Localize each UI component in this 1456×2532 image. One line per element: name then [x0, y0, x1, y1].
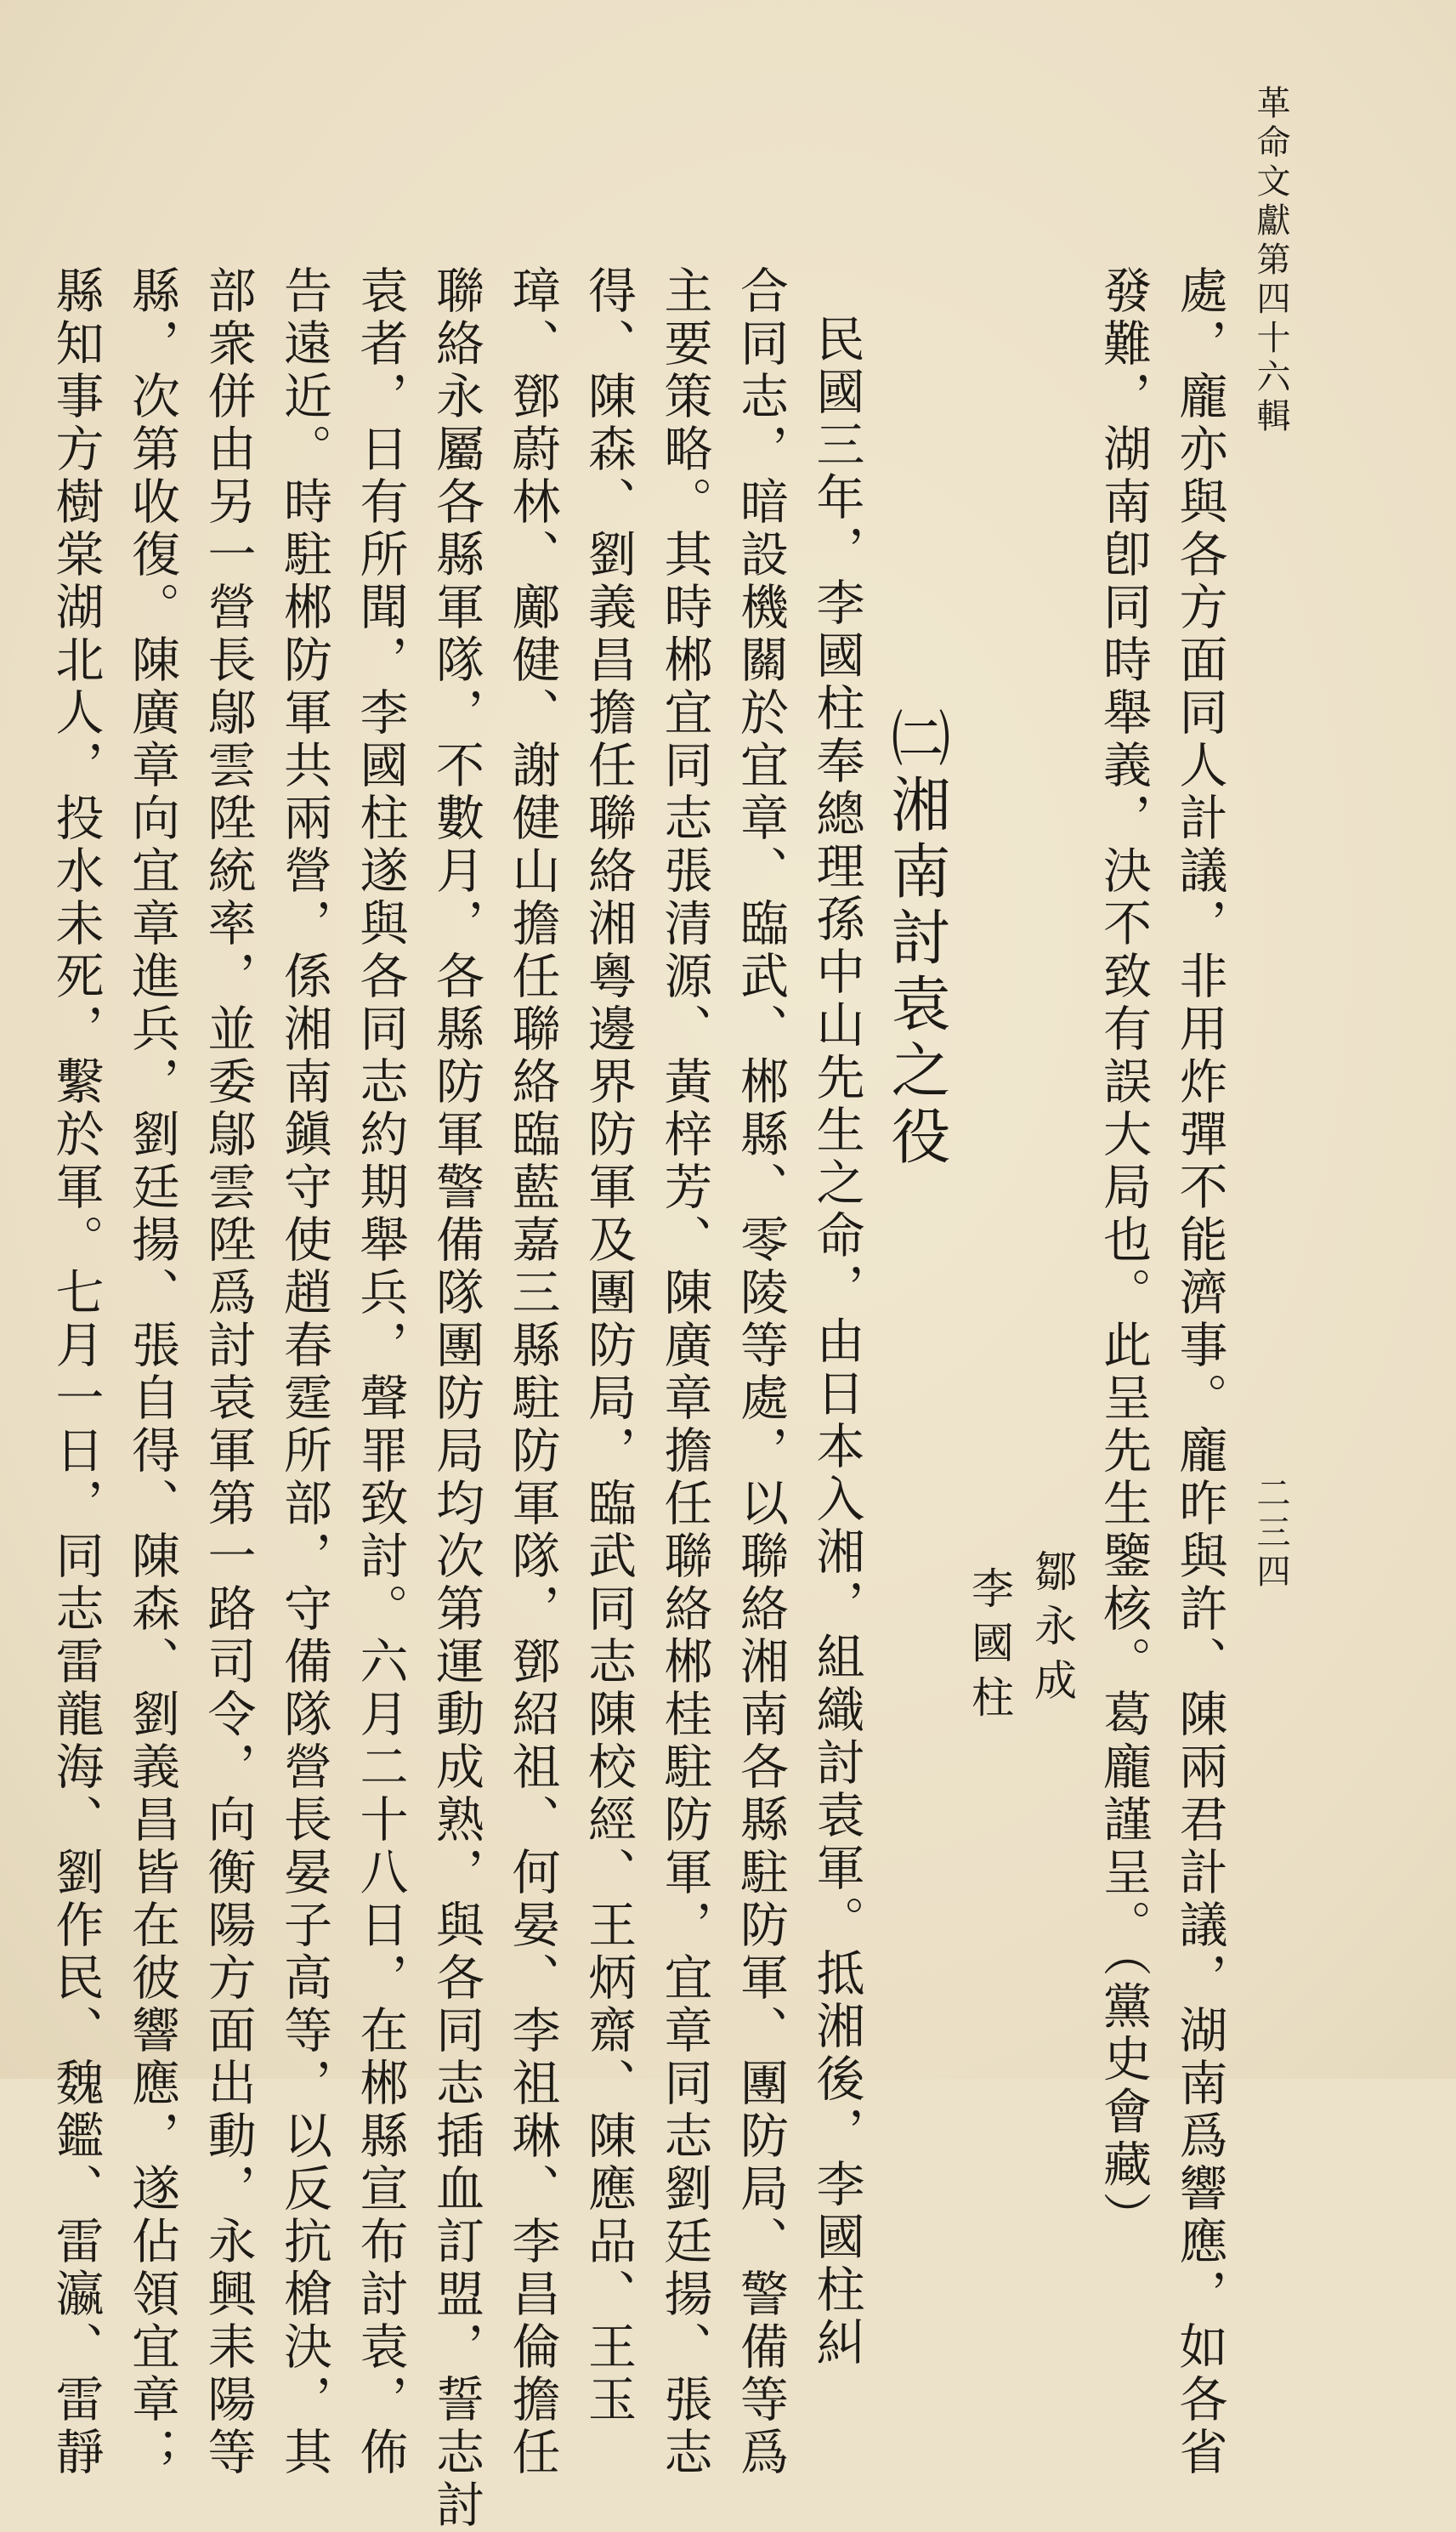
- text-column: 得、陳森、劉義昌擔任聯絡湘粵邊界防軍及團防局，臨武同志陳校經、王炳齋、陳應品、王玉: [580, 265, 637, 2427]
- text-column: 發難，湖南卽同時舉義，決不致有誤大局也。此呈先生鑒核。葛龐謹呈。（黨史會藏）: [1095, 265, 1152, 2245]
- author-name: 李國柱: [965, 1566, 1014, 1729]
- running-head: 革命文獻第四十六輯: [1251, 85, 1290, 437]
- text-column: 處，龐亦與各方面同人計議，非用炸彈不能濟事。龐昨與許、陳兩君計議，湖南爲響應，如各省: [1171, 265, 1227, 2479]
- text-column: 縣知事方樹棠湖北人，投水未死，繫於軍。七月一日，同志雷龍海、劉作民、魏鑑、雷瀛、雷靜: [48, 265, 104, 2479]
- text-column: 部衆併由另一營長鄔雲陞統率，並委鄔雲陞爲討袁軍第一路司令，向衡陽方面出動，永興耒陽等: [200, 265, 256, 2479]
- text-column: 璋、鄧蔚林、鄺健、謝健山擔任聯絡臨藍嘉三縣駐防軍隊，鄧紹祖、何晏、李祖琳、李昌倫擔任: [504, 265, 560, 2479]
- author-name: 鄒永成: [1028, 1549, 1077, 1712]
- body-text: [48, 265, 1228, 2532]
- text-column: 聯絡永屬各縣軍隊，不數月，各縣防軍警備隊團防局均次第運動成熟，與各同志插血訂盟，誓志討: [428, 265, 484, 2532]
- text-column: 告遠近。時駐郴防軍共兩營，係湘南鎭守使趙春霆所部，守備隊營長晏子高等，以反抗槍決，其: [275, 265, 332, 2479]
- page-number: 二三四: [1251, 1475, 1290, 1592]
- text-column: 合同志，暗設機關於宜章、臨武、郴縣、零陵等處，以聯絡湘南各縣駐防軍、團防局、警備等爲: [732, 265, 789, 2479]
- text-column: 袁者，日有所聞，李國柱遂與各同志約期舉兵，聲罪致討。六月二十八日，在郴縣宣布討袁，佈: [352, 265, 408, 2479]
- section-title: ㈡湘南討袁之役: [881, 707, 951, 1172]
- text-column: 主要策略。其時郴宜同志張清源、黃梓芳、陳廣章擔任聯絡郴桂駐防軍，宜章同志劉廷揚、張志: [656, 265, 712, 2479]
- text-column: 縣，次第收復。陳廣章向宜章進兵，劉廷揚、張自得、陳森、劉義昌皆在彼響應，遂佔領宜章；: [123, 265, 180, 2479]
- text-column: 民國三年，李國柱奉總理孫中山先生之命，由日本入湘，組織討袁軍。抵湘後，李國柱糾: [808, 314, 864, 2370]
